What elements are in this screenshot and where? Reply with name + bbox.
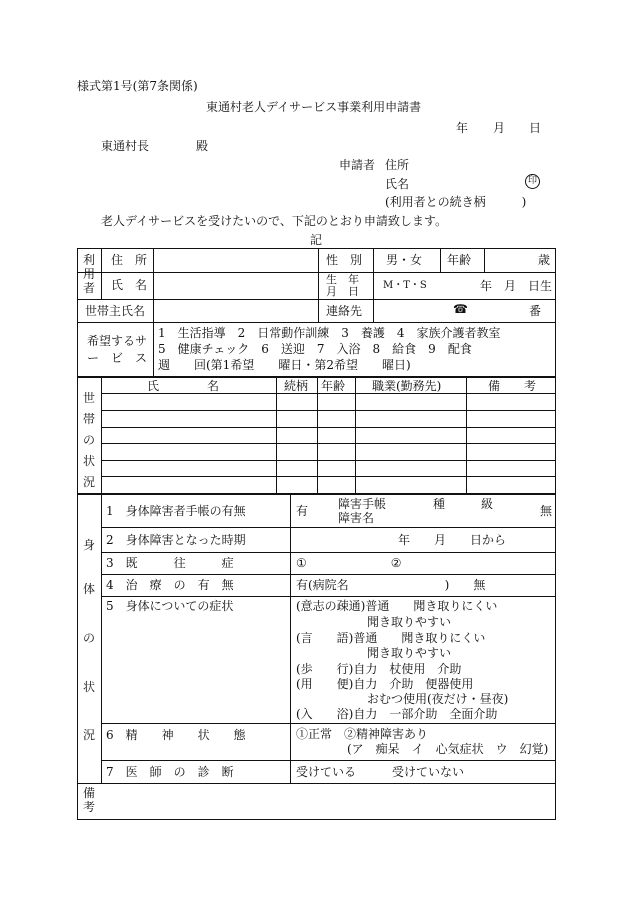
- service-label-2: ー ビ ス: [87, 351, 148, 365]
- body-item-label: 2 身体障害となった時期: [106, 533, 246, 547]
- body-item-label: 7 医 師 の 診 断: [106, 765, 234, 779]
- body-group-label-5: 況: [83, 728, 96, 742]
- symptom-line: (意志の疎通)普通 聞き取りにくい: [296, 599, 498, 613]
- age-label: 年齢: [447, 253, 472, 267]
- handbook-none: 無: [540, 504, 553, 518]
- form-title: 東通村老人デイサービス事業利用申請書: [206, 100, 422, 114]
- date-month-label: 月: [493, 121, 506, 135]
- body-item-label: 4 治 療 の 有 無: [106, 578, 234, 592]
- body-item-label: 3 既 往 症: [106, 556, 234, 570]
- addressee: 東通村長: [101, 139, 150, 153]
- user-group-label-3: 者: [83, 281, 96, 295]
- relation-label: (利用者との続き柄 ): [385, 195, 527, 209]
- user-group-label-1: 利: [83, 253, 96, 267]
- applicant-label: 申請者: [339, 158, 376, 172]
- application-intro: 老人デイサービスを受けたいので、下記のとおり申請致します。: [101, 214, 447, 228]
- gender-value: 男・女: [386, 253, 423, 267]
- honorific: 殿: [196, 139, 209, 153]
- household-col-relation: 続柄: [284, 379, 309, 393]
- body-group-label-2: 体: [83, 582, 96, 596]
- symptom-line: 聞き取りやすい: [367, 646, 452, 660]
- household-group-label-4: 状: [83, 454, 96, 468]
- service-frequency-line: 週 回(第1希望 曜日・第2希望 曜日): [158, 358, 411, 372]
- body-item-content: 受けている 受けていない: [296, 765, 465, 779]
- symptom-line: おむつ使用(夜だけ・昼夜): [367, 692, 509, 706]
- user-address-label: 住 所: [111, 253, 148, 267]
- symptom-line: 聞き取りやすい: [367, 615, 452, 629]
- date-year-label: 年: [456, 121, 469, 135]
- symptom-line: (歩 行)自力 杖使用 介助: [296, 662, 462, 676]
- body-group-label-4: 状: [83, 680, 96, 694]
- service-options-line-1: 1 生活指導 2 日常動作訓練 3 養護 4 家族介護者教室: [158, 326, 501, 340]
- handbook-disability-name: 障害名: [338, 511, 375, 525]
- applicant-address-label: 住所: [385, 158, 410, 172]
- phone-number-unit: 番: [529, 304, 542, 318]
- household-head-label: 世帯主氏名: [85, 304, 146, 318]
- household-group-label-1: 世: [83, 391, 96, 405]
- mental-detail: (ア 痴呆 イ 心気症状 ウ 幻覚): [347, 742, 549, 756]
- form-number: 様式第1号(第7条関係): [77, 79, 198, 93]
- body-item-content: ① ②: [296, 556, 402, 570]
- birth-date-value: 年 月 日生: [480, 279, 553, 293]
- household-col-name: 氏 名: [147, 379, 220, 393]
- birth-label-1: 生 年: [326, 273, 359, 286]
- body-item-label: 1 身体障害者手帳の有無: [106, 504, 246, 518]
- body-group-label-3: の: [83, 631, 96, 645]
- symptom-line: (入 浴)自力 一部介助 全面介助: [296, 707, 498, 721]
- body-item-label: 6 精 神 状 態: [106, 728, 246, 742]
- household-group-label-2: 帯: [83, 412, 96, 426]
- household-group-label-3: の: [83, 433, 96, 447]
- remarks-label-1: 備: [83, 786, 96, 800]
- age-unit: 歳: [538, 253, 551, 267]
- birth-label-2: 月 日: [326, 285, 359, 298]
- user-name-label: 氏 名: [111, 278, 148, 292]
- body-item-content: 有(病院名 ) 無: [296, 578, 486, 592]
- user-group-label-2: 用: [83, 267, 96, 281]
- household-group-label-5: 況: [83, 475, 96, 489]
- body-item-content: 年 月 日から: [398, 533, 507, 547]
- seal-mark: 印: [525, 174, 540, 189]
- household-col-remarks: 備 考: [488, 379, 537, 393]
- service-options-line-2: 5 健康チェック 6 送迎 7 入浴 8 給食 9 配食: [158, 342, 472, 356]
- handbook-grade: 種 級: [433, 497, 494, 511]
- applicant-name-label: 氏名: [385, 177, 410, 191]
- telephone-icon: ☎: [453, 302, 468, 316]
- contact-label: 連絡先: [326, 304, 363, 318]
- date-day-label: 日: [529, 121, 542, 135]
- service-label-1: 希望するサ: [87, 334, 148, 348]
- body-item-content: ①正常 ②精神障害あり: [296, 727, 429, 741]
- handbook-type: 障害手帳: [338, 497, 387, 511]
- household-col-occupation: 職業(勤務先): [372, 379, 442, 393]
- symptom-line: (用 便)自力 介助 便器使用: [296, 677, 474, 691]
- body-group-label-1: 身: [83, 538, 96, 552]
- ki-label: 記: [310, 233, 323, 247]
- gender-label: 性 別: [326, 253, 363, 267]
- body-item-content: 有: [296, 504, 309, 518]
- body-item-label: 5 身体についての症状: [106, 599, 234, 613]
- era-value: M・T・S: [383, 280, 427, 291]
- remarks-label-2: 考: [83, 800, 96, 814]
- household-col-age: 年齢: [321, 379, 346, 393]
- symptom-line: (言 語)普通 聞き取りにくい: [296, 631, 486, 645]
